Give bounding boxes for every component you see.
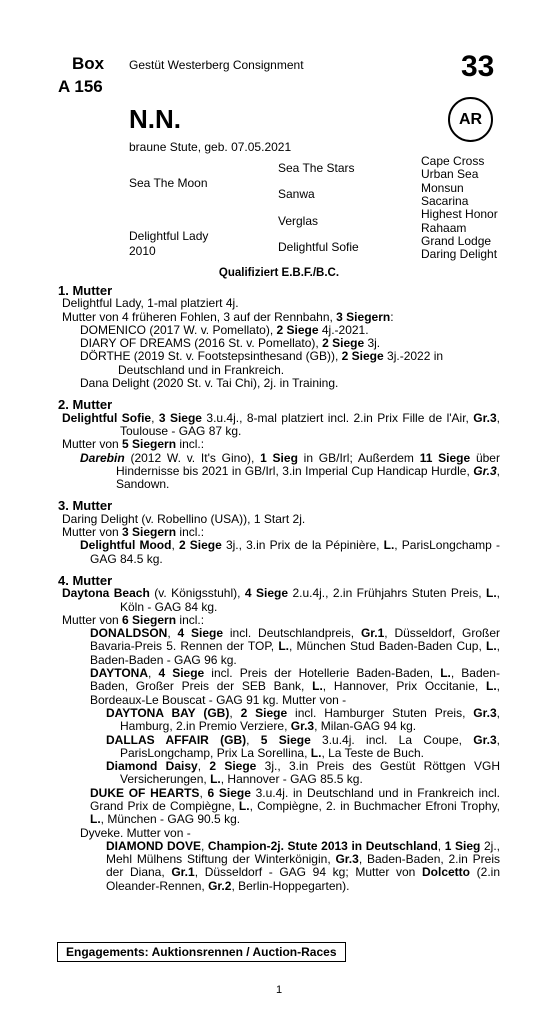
text-bold: 4 Siege xyxy=(177,626,224,641)
text-bold: L. xyxy=(90,812,101,827)
text-bold: L. xyxy=(310,745,322,760)
ar-badge-icon xyxy=(448,97,493,142)
text-bold: L. xyxy=(486,586,497,601)
pedigree-g2: Delightful Sofie xyxy=(278,240,359,254)
text: 3.u.4j. incl. La Coupe, xyxy=(310,732,474,747)
text-bold: 5 Siege xyxy=(260,732,311,747)
text: DOMENICO (2017 W. v. Pomellato), xyxy=(80,322,277,337)
text-bold: L. xyxy=(486,679,497,694)
text: , ParisLongchamp, Prix La Sorellina, xyxy=(120,732,500,760)
text-bold: Gr.3 xyxy=(473,463,497,478)
text-bold: 3 Siegern xyxy=(336,309,391,324)
horse-name: N.N. xyxy=(129,104,181,134)
produce-entry xyxy=(58,350,500,377)
text-bold: 4 Siege xyxy=(158,666,205,681)
qualification: Qualifiziert E.B.F./B.C. xyxy=(218,267,340,279)
text: , xyxy=(148,666,159,681)
text-bold: L. xyxy=(383,538,395,553)
text-bold: L. xyxy=(312,679,323,694)
family-section xyxy=(58,284,500,893)
text: , München - GAG 90.5 kg. xyxy=(100,812,241,827)
text: , Düsseldorf, Großer Bavaria-Preis 5. Rennen der TOP, xyxy=(90,626,500,654)
text-bold: Gr.1 xyxy=(360,626,385,641)
text: incl. Deutschlandpreis, xyxy=(223,626,361,641)
text: , ParisLongchamp - GAG 84.5 kg. xyxy=(90,538,500,566)
text: 3j. xyxy=(364,336,381,351)
text-bold: DUKE OF HEARTS xyxy=(90,785,200,800)
text-bold: DAYTONA BAY (GB) xyxy=(106,705,230,720)
text: Mutter von xyxy=(62,437,123,452)
text: 2.u.4j., 2.in Frühjahrs Stuten Preis, xyxy=(288,586,486,601)
text: , xyxy=(200,838,208,853)
text-bold: Champion-2j. Stute 2013 in Deutschland xyxy=(207,838,438,853)
produce-entry xyxy=(58,324,500,337)
text-bold: 6 Siegern xyxy=(122,612,177,627)
text: , Sandown. xyxy=(116,463,500,492)
text: , Düsseldorf - GAG 94 kg; Mutter von xyxy=(194,865,422,880)
text-bold: Daytona Beach xyxy=(62,586,150,601)
text: (2.in Oleander-Rennen, xyxy=(106,865,500,893)
text: , Hannover - GAG 85.5 kg. xyxy=(220,772,363,787)
pedigree-g3: Grand Lodge xyxy=(421,234,492,248)
produce-entry: Dyveke. Mutter von - xyxy=(80,825,191,840)
text: incl. Hamburger Stuten Preis, xyxy=(287,705,474,720)
text-bold: 2 Siege xyxy=(178,538,222,553)
text: , xyxy=(437,838,445,853)
text: 2j., Mehl Mülhens Stiftung der Winterkönigin, xyxy=(106,838,501,867)
text: Mutter von xyxy=(62,612,123,627)
text: , xyxy=(197,759,210,774)
fourth-dam-line xyxy=(58,587,500,614)
pedigree-dam-year: 2010 xyxy=(129,244,156,258)
box-number: A 156 xyxy=(58,77,103,96)
text-bold: Diamond Daisy xyxy=(106,759,198,774)
produce-entry xyxy=(58,539,500,566)
text: DÖRTHE (2019 St. v. Footstepsinthesand (GB)), xyxy=(80,349,342,364)
text: Mutter von xyxy=(62,525,123,540)
text: 3.u.4j. in Deutschland und in Frankreich incl. Grand Prix de Compiègne, xyxy=(90,785,500,813)
text: Mutter von 4 früheren Fohlen, 3 auf der Rennbahn, xyxy=(62,309,337,324)
text-bold: Gr.3 xyxy=(473,410,497,425)
produce-entry: Dana Delight (2020 St. v. Tai Chi), 2j. in Training. xyxy=(80,376,339,391)
pedigree-g3: Cape Cross xyxy=(421,154,485,168)
text-bold: L. xyxy=(210,772,221,787)
text: , Bordeaux-Le Bouscat - GAG 91 kg. Mutter von - xyxy=(90,679,501,707)
produce-entry xyxy=(58,452,500,492)
text: , xyxy=(199,785,208,800)
text-bold: 2 Siege xyxy=(341,349,384,364)
pedigree-g3: Sacarina xyxy=(421,194,469,208)
text: 3j.-2022 in Deutschland und in Frankreich. xyxy=(118,349,444,377)
section-heading: 1. Mutter xyxy=(58,283,113,298)
text-bold: Gr.3 xyxy=(473,705,497,720)
text-bold: DAYTONA xyxy=(90,666,149,681)
text: , Baden-Baden, Großer Preis der SEB Bank, xyxy=(90,666,500,694)
text-bold: Gr.3 xyxy=(335,852,359,867)
text-bold: 2 Siege xyxy=(240,705,288,720)
text-bold: 2 Siege xyxy=(276,322,319,337)
text: DIARY OF DREAMS (2016 St. v. Pomellato), xyxy=(80,336,323,351)
text-bold: Darebin xyxy=(80,450,125,465)
text-bold: Gr.2 xyxy=(208,878,232,893)
text: , Hamburg, 2.in Premio Verziere, xyxy=(120,705,500,734)
produce-summary xyxy=(58,526,500,539)
text-bold: 1 Sieg xyxy=(260,450,298,465)
produce-summary xyxy=(58,311,500,324)
text: , München Stud Baden-Baden Cup, xyxy=(288,639,486,654)
text-bold: Gr.3 xyxy=(290,719,315,734)
produce-entry xyxy=(58,707,500,734)
text: (2012 W. v. It's Gino), xyxy=(124,450,261,465)
text-bold: 3 Siege xyxy=(158,410,202,425)
third-dam-line: Daring Delight (v. Robellino (USA)), 1 Start 2j. xyxy=(62,511,306,526)
section-heading: 2. Mutter xyxy=(58,397,113,413)
text-bold: 2 Siege xyxy=(322,336,365,351)
consignor: Gestüt Westerberg Consignment xyxy=(129,58,304,72)
produce-summary xyxy=(58,614,500,627)
text: 3.u.4j., 8-mal platziert incl. 2.in Prix Fille de l'Air, xyxy=(201,410,474,425)
pedigree-g3: Monsun xyxy=(421,181,464,195)
produce-entry xyxy=(58,667,500,707)
pedigree-g2: Sanwa xyxy=(278,187,315,201)
text: , Toulouse - GAG 87 kg. xyxy=(120,410,500,438)
text-bold: Gr.1 xyxy=(171,865,195,880)
produce-summary xyxy=(58,438,500,451)
section-heading: 3. Mutter xyxy=(58,498,113,514)
text-bold: 6 Siege xyxy=(207,785,251,800)
pedigree-g3: Urban Sea xyxy=(421,167,479,181)
text-bold: Gr.3 xyxy=(473,732,497,747)
text-bold: 11 Siege xyxy=(419,450,471,465)
pedigree-dam: Delightful Lady xyxy=(129,229,209,243)
pedigree-g3: Daring Delight xyxy=(421,247,498,261)
text: , Compiègne, 2. in Buchmacher Efroni Trophy, xyxy=(249,798,501,813)
text: incl.: xyxy=(176,437,205,452)
text-bold: DIAMOND DOVE xyxy=(106,838,201,853)
text: , xyxy=(229,705,241,720)
text: , xyxy=(167,626,178,641)
pedigree-sire: Sea The Moon xyxy=(129,176,208,190)
text: incl.: xyxy=(176,612,205,627)
text: , Milan-GAG 94 kg. xyxy=(314,719,417,734)
text-bold: Delightful Mood xyxy=(80,538,172,553)
text: , Baden-Baden - GAG 96 kg. xyxy=(90,639,501,667)
horse-description: braune Stute, geb. 07.05.2021 xyxy=(129,140,292,154)
pedigree-g3: Highest Honor xyxy=(421,207,498,221)
text: , xyxy=(246,732,261,747)
second-dam-line xyxy=(58,412,500,439)
pedigree-g2: Verglas xyxy=(278,214,319,228)
pedigree-g3: Rahaam xyxy=(421,221,467,235)
text: 3j., 3.in Prix de la Pépinière, xyxy=(221,538,384,553)
text-bold: L. xyxy=(278,639,289,654)
box-label: Box xyxy=(72,54,105,73)
text: , Baden-Baden, 2.in Preis der Diana, xyxy=(106,852,500,880)
text: 4j.-2021. xyxy=(318,322,369,337)
text: , Hannover, Prix Occitanie, xyxy=(322,679,486,694)
text-bold: Delightful Sofie xyxy=(62,410,152,425)
text: , Berlin-Hoppegarten). xyxy=(231,878,350,893)
text: , La Teste de Buch. xyxy=(321,745,424,760)
produce-entry xyxy=(58,627,500,667)
produce-entry xyxy=(58,337,500,350)
ar-badge-text: AR xyxy=(458,110,483,128)
text: , xyxy=(151,410,159,425)
page-number: 1 xyxy=(275,984,283,996)
text-bold: L. xyxy=(440,666,451,681)
text-bold: 3 Siegern xyxy=(122,525,177,540)
text-bold: L. xyxy=(238,798,250,813)
produce-entry xyxy=(58,734,500,761)
text-bold: 1 Sieg xyxy=(444,838,481,853)
produce-entry xyxy=(58,787,500,827)
text: über Hindernisse bis 2021 in GB/Irl, 3.in Imperial Cup Handicap Hurdle, xyxy=(116,450,500,478)
section-heading: 4. Mutter xyxy=(58,572,113,588)
engagements-box: Engagements: Auktionsrennen / Auction-Races xyxy=(57,942,346,962)
dam-line: Delightful Lady, 1-mal platziert 4j. xyxy=(62,296,239,311)
lot-number: 33 xyxy=(461,50,495,83)
text-bold: Dolcetto xyxy=(422,865,470,880)
text: : xyxy=(390,309,394,324)
text: incl. Preis der Hotellerie Baden-Baden, xyxy=(204,666,441,681)
text-bold: DALLAS AFFAIR (GB) xyxy=(106,732,247,747)
text-bold: 4 Siege xyxy=(244,586,289,601)
text: , Köln - GAG 84 kg. xyxy=(120,586,501,614)
text-bold: L. xyxy=(486,639,497,654)
pedigree-g2: Sea The Stars xyxy=(278,161,355,175)
text: 3j., 3.in Preis des Gestüt Röttgen VGH Versicherungen, xyxy=(120,759,501,787)
text: incl.: xyxy=(176,525,205,540)
text: , xyxy=(171,538,179,553)
text-bold: 5 Siegern xyxy=(122,437,177,452)
produce-entry xyxy=(58,760,500,787)
text: (v. Königsstuhl), xyxy=(149,586,245,601)
produce-entry xyxy=(58,840,500,893)
text-bold: DONALDSON xyxy=(90,626,168,641)
text: in GB/Irl; Außerdem xyxy=(297,450,420,465)
text-bold: 2 Siege xyxy=(209,759,257,774)
